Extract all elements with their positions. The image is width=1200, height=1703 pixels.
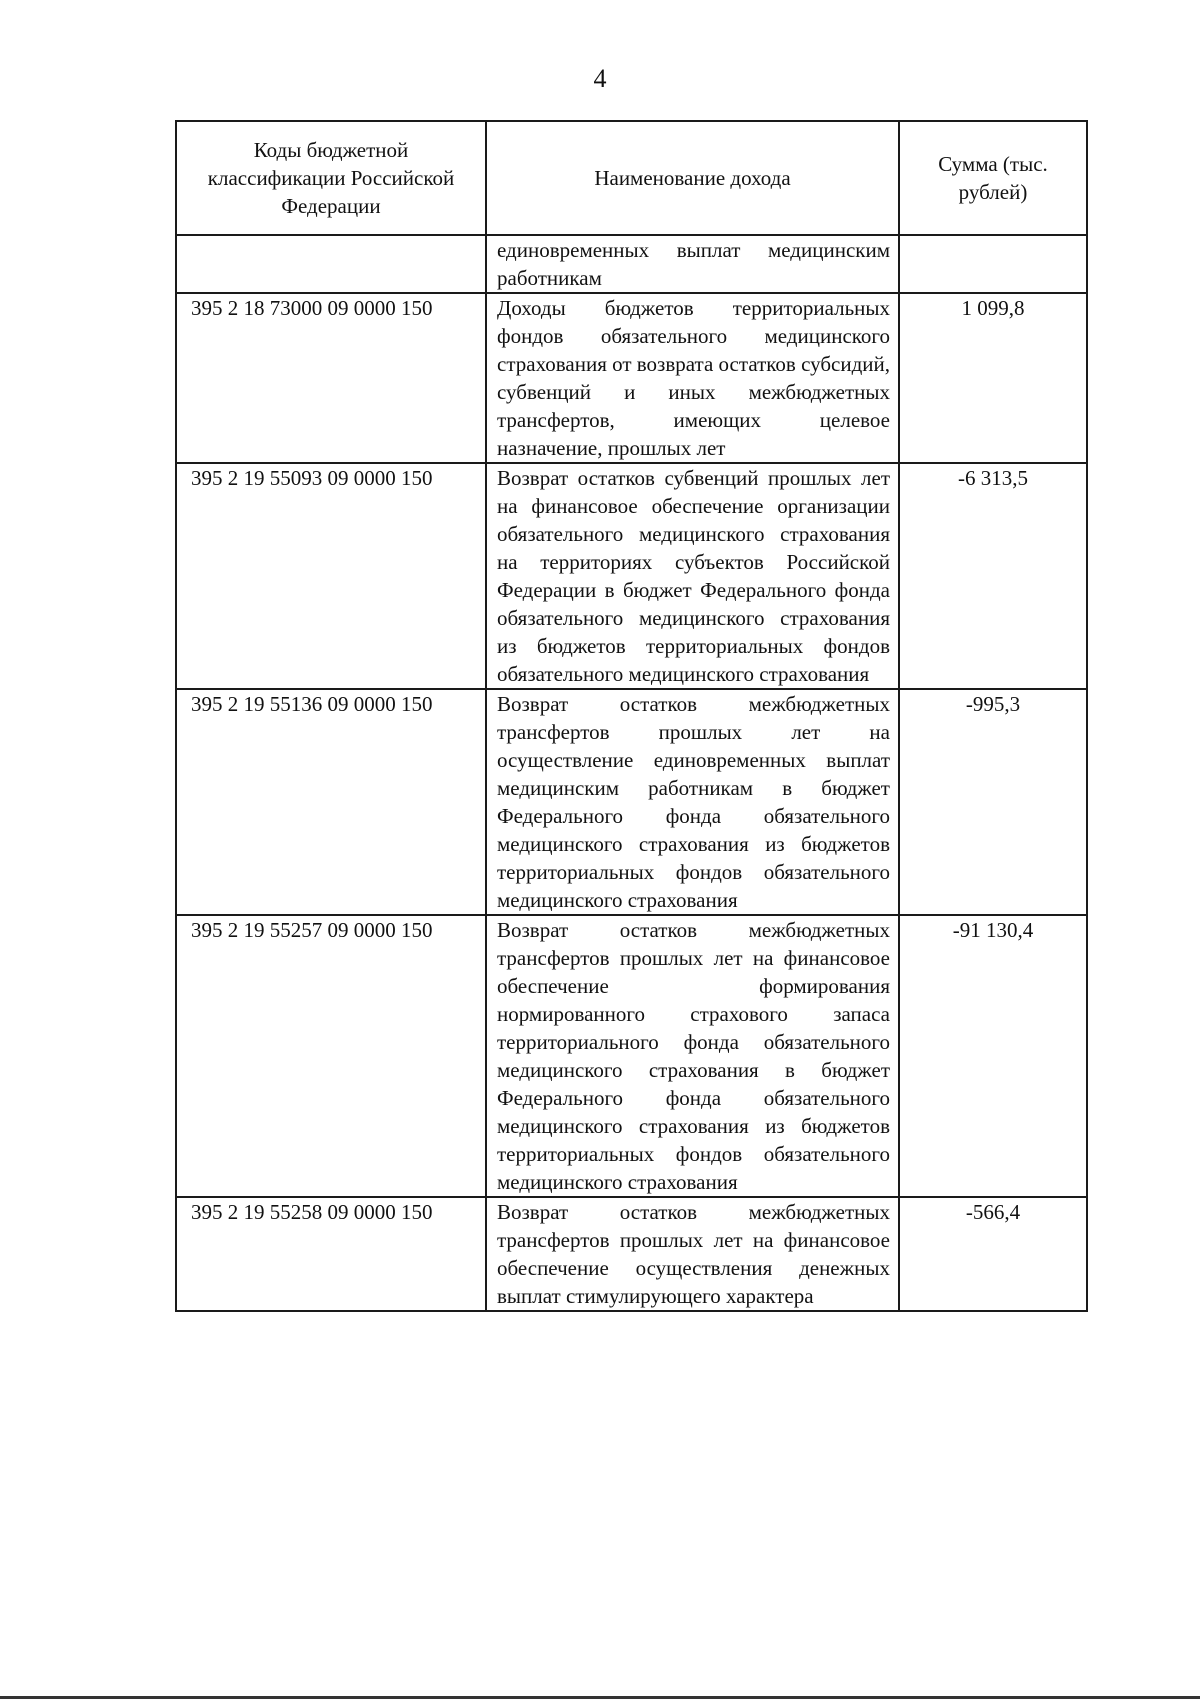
header-revenue-name: Наименование дохода [486,121,899,235]
header-sum: Сумма (тыс. рублей) [899,121,1087,235]
table-row [176,235,1087,293]
row-sum: -566,4 [899,1197,1087,1311]
table-body [176,235,1087,1311]
table-header [176,121,1087,235]
row-code: 395 2 19 55257 09 0000 150 [176,915,486,1197]
row-name: Возврат остатков субвенций прошлых лет на финансовое обеспечение организации обязательного медицинского страхования на территориях субъектов Российской Федерации в бюджет Федерального фонда обязательного медицинского страхования из бюджетов территориальных фондов обязательного медицинского страхования [486,463,899,689]
scan-edge-line [0,1696,1200,1699]
table-row [176,1197,1087,1311]
header-codes: Коды бюджетной классификации Российской Федерации [176,121,486,235]
row-code: 395 2 18 73000 09 0000 150 [176,293,486,463]
row-sum: -995,3 [899,689,1087,915]
row-code: 395 2 19 55258 09 0000 150 [176,1197,486,1311]
row-name: Возврат остатков межбюджетных трансфертов прошлых лет на осуществление единовременных выплат медицинским работникам в бюджет Федерального фонда обязательного медицинского страхования из бюджетов территориальных фондов обязательного медицинского страхования [486,689,899,915]
table-row [176,463,1087,689]
row-sum: -6 313,5 [899,463,1087,689]
table-row [176,689,1087,915]
row-code [176,235,486,293]
row-name: Доходы бюджетов территориальных фондов обязательного медицинского страхования от возврата остатков субсидий, субвенций и иных межбюджетных трансфертов, имеющих целевое назначение, прошлых лет [486,293,899,463]
header-row [176,121,1087,235]
row-sum: -91 130,4 [899,915,1087,1197]
table-row [176,915,1087,1197]
row-code: 395 2 19 55136 09 0000 150 [176,689,486,915]
budget-revenue-table [175,120,1088,1312]
row-code: 395 2 19 55093 09 0000 150 [176,463,486,689]
table-row [176,293,1087,463]
row-name: единовременных выплат медицинским работникам [486,235,899,293]
row-sum [899,235,1087,293]
page-number: 4 [593,64,607,93]
row-sum: 1 099,8 [899,293,1087,463]
row-name: Возврат остатков межбюджетных трансфертов прошлых лет на финансовое обеспечение осуществления денежных выплат стимулирующего характера [486,1197,899,1311]
row-name: Возврат остатков межбюджетных трансфертов прошлых лет на финансовое обеспечение формирования нормированного страхового запаса территориального фонда обязательного медицинского страхования в бюджет Федерального фонда обязательного медицинского страхования из бюджетов территориальных фондов обязательного медицинского страхования [486,915,899,1197]
